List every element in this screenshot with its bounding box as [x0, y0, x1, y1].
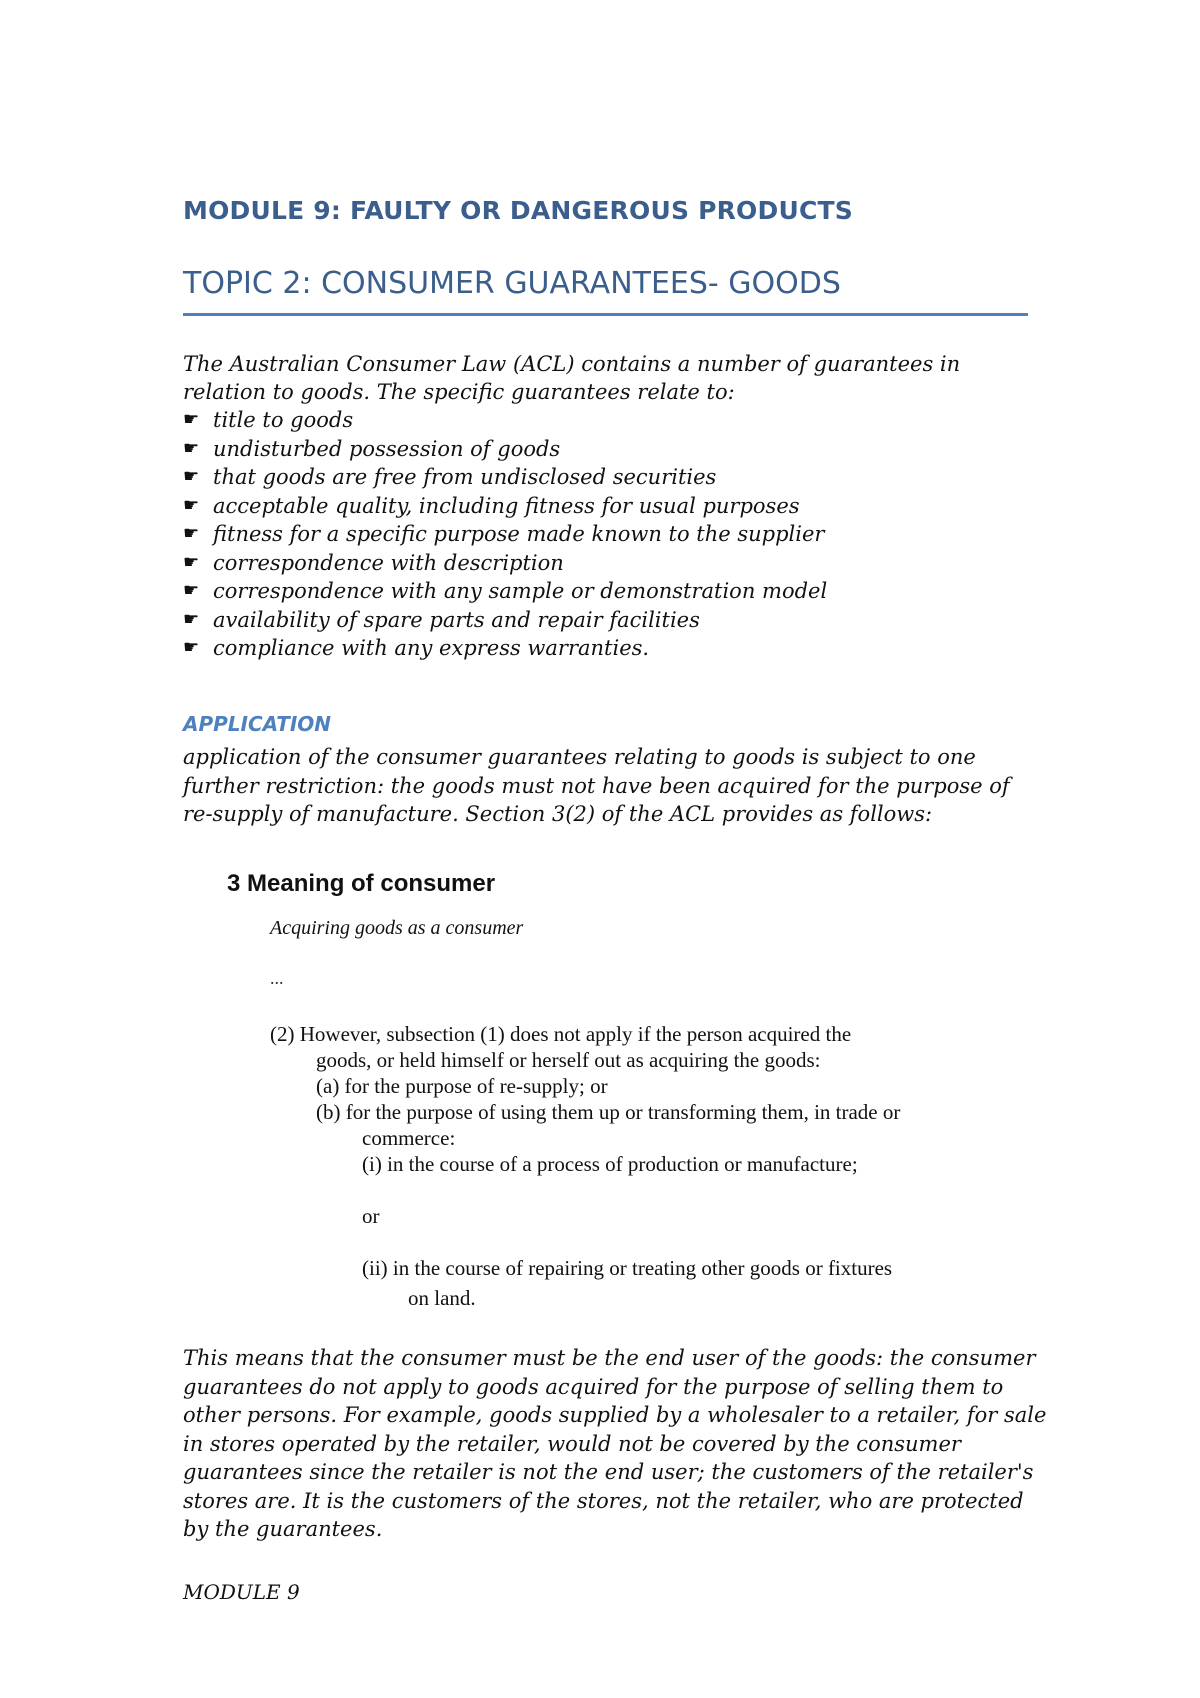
pointing-hand-icon: ☛ — [183, 523, 200, 544]
extract-ellipsis: ... — [270, 968, 284, 988]
title-underline — [183, 313, 1028, 316]
list-item: ☛ correspondence with any sample or demonstration model — [183, 577, 1043, 606]
extract-line: goods, or held himself or herself out as acquiring the goods: — [316, 1048, 821, 1072]
pointing-hand-icon: ☛ — [183, 494, 200, 516]
list-item: ☛ acceptable quality, including fitness for usual purposes — [183, 492, 1043, 521]
pointing-hand-icon: ☛ — [183, 637, 200, 658]
extract-line: (b) for the purpose of using them up or transforming them, in trade or — [316, 1100, 901, 1124]
closing-section — [183, 1344, 1053, 1544]
extract-line: (ii) in the course of repairing or treating other goods or fixtures — [362, 1256, 893, 1280]
list-item: ☛ title to goods — [183, 406, 1043, 435]
pointing-hand-icon: ☛ — [183, 608, 200, 630]
topic-title: TOPIC 2: CONSUMER GUARANTEES- GOODS — [183, 266, 841, 301]
pointing-hand-icon: ☛ — [183, 466, 200, 487]
list-item: ☛ that goods are free from undisclosed securities — [183, 463, 1043, 492]
intro-section — [183, 350, 1043, 663]
list-item: ☛ fitness for a specific purpose made known to the supplier — [183, 520, 1043, 549]
closing-paragraph: This means that the consumer must be the end user of the goods: the consumer guarantees do not apply to goods acquired for the purpose of selling them to other persons. For example, goods supplied by a wholesaler to a retailer, for sale in stores operated by the retailer, would not be covered by the consumer guarantees since the retailer is not the end user; the customers of the retailer's stores are. It is the customers of the stores, not the retailer, who are protected by the guarantees. — [183, 1346, 1047, 1541]
extract-subheading: Acquiring goods as a consumer — [270, 917, 524, 939]
extract-line: (a) for the purpose of re-supply; or — [316, 1074, 608, 1098]
pointing-hand-icon: ☛ — [183, 580, 200, 601]
extract-line: on land. — [408, 1286, 476, 1310]
application-paragraph: application of the consumer guarantees relating to goods is subject to one further restriction: the goods must not have been acquired for the purpose of re-supply of manufacture. Section 3(2) of the ACL provides as follows: — [183, 745, 1010, 826]
list-item: ☛ availability of spare parts and repair facilities — [183, 606, 1043, 635]
application-section — [183, 743, 1043, 829]
extract-line: (2) However, subsection (1) does not apply if the person acquired the — [270, 1022, 852, 1046]
intro-paragraph: The Australian Consumer Law (ACL) contains a number of guarantees in relation to goods. The specific guarantees relate to: — [183, 352, 961, 404]
list-item: ☛ correspondence with description — [183, 549, 1043, 578]
pointing-hand-icon: ☛ — [183, 437, 200, 459]
application-heading: APPLICATION — [183, 712, 332, 736]
pointing-hand-icon: ☛ — [183, 551, 200, 573]
guarantees-list — [183, 406, 1043, 663]
list-item: ☛ compliance with any express warranties. — [183, 634, 1043, 663]
extract-line: or — [362, 1204, 380, 1228]
page-footer: MODULE 9 — [183, 1580, 300, 1604]
module-title: MODULE 9: FAULTY OR DANGEROUS PRODUCTS — [183, 196, 853, 225]
list-item: ☛ undisturbed possession of goods — [183, 435, 1043, 464]
extract-heading: 3 Meaning of consumer — [227, 870, 496, 897]
extract-line: commerce: — [362, 1126, 456, 1150]
extract-line: (i) in the course of a process of production or manufacture; — [362, 1152, 858, 1176]
pointing-hand-icon: ☛ — [183, 409, 200, 430]
